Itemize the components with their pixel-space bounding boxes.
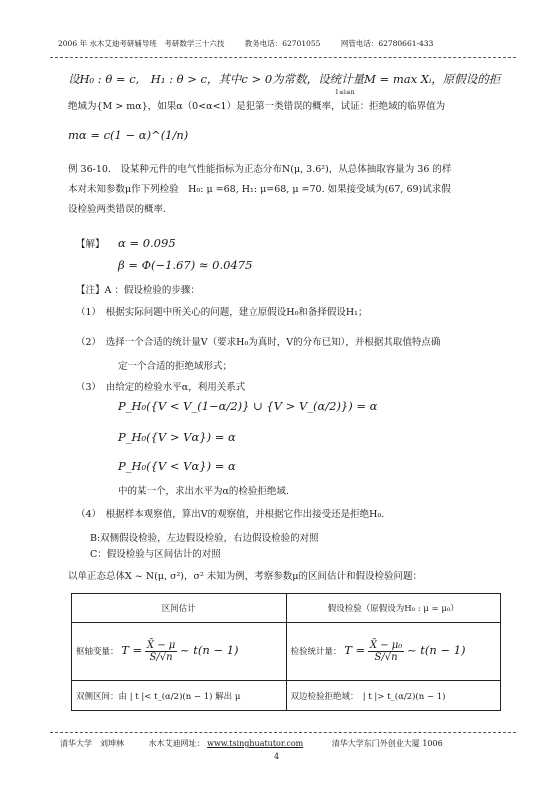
- solution-beta: β = Φ(−1.67) ≈ 0.0475: [118, 258, 253, 272]
- page-number: 4: [274, 752, 280, 761]
- header-net-phone: 网管电话：62780661-433: [340, 39, 434, 48]
- comparison-table: [71, 593, 501, 711]
- header-phone: 教务电话：62701055: [244, 39, 321, 48]
- test-stat-fraction: [368, 640, 404, 663]
- test-stat-denominator: S/√n: [374, 652, 398, 663]
- table-header-row: [72, 594, 501, 623]
- step-4: （4） 根据样本观察值，算出V的观察值，并根据它作出接受还是拒绝H₀.: [76, 509, 385, 520]
- step-3-cont: 中的某一个，求出水平为α的检验拒绝域.: [118, 486, 289, 497]
- table-row: [72, 623, 501, 681]
- test-stat-cell: [286, 623, 501, 681]
- formula-two-sided: P_H₀({V < V_(1−α/2)} ∪ {V > V_(α/2)}) = α: [118, 399, 378, 413]
- step-2-cont: 定一个合适的拒绝域形式；: [118, 361, 233, 372]
- pivot-distribution: ~ t(n − 1): [179, 643, 239, 657]
- footer-url-link[interactable]: www.tsinghuatutor.com: [207, 739, 304, 748]
- comparison-intro: 以单正态总体X ~ N(μ, σ²)，σ² 未知为例，考察参数μ的区间估计和假设检验问题：: [68, 571, 422, 582]
- footer-address: 清华大学东门外创业大厦 1006: [331, 739, 443, 748]
- note-c: C：假设检验与区间估计的对照: [90, 549, 221, 560]
- test-stat-label: 检验统计量：: [290, 647, 342, 657]
- page-header: [58, 38, 520, 49]
- table-header-interval: 区间估计: [72, 594, 287, 623]
- formula-left-sided: P_H₀({V < Vα}) = α: [118, 459, 236, 473]
- footer-site-label: 水木艾迪网址：: [148, 739, 205, 748]
- test-stat-distribution: ~ t(n − 1): [406, 643, 466, 657]
- interval-cell: 双侧区间：由 | t |< t_(α/2)(n − 1) 解出 μ: [72, 681, 287, 711]
- step-3: （3） 由给定的检验水平α，利用关系式: [76, 382, 246, 393]
- table-row: [72, 681, 501, 711]
- critical-value-formula: mα = c(1 − α)^(1/n): [68, 128, 189, 142]
- table-header-test: 假设检验（原假设为H₀ : μ = μ₀）: [286, 594, 501, 623]
- rejection-cell: 双边检验拒绝域： | t |> t_(α/2)(n − 1): [286, 681, 501, 711]
- header-title: 2006 年 水木艾迪考研辅导班 考研数学三十六技: [58, 39, 225, 48]
- note-heading: 【注】A ：假设检验的步骤：: [76, 285, 200, 296]
- pivot-label: 枢轴变量：: [76, 647, 119, 657]
- footer-rule: [50, 732, 516, 733]
- page-footer: [60, 738, 530, 749]
- pivot-T: T =: [121, 643, 143, 657]
- example-line-1: 例 36-10. 设某种元件的电气性能指标为正态分布N(μ, 3.6²)，从总体抽取容量为 36 的样: [68, 164, 452, 175]
- problem-line-1: 设H₀ : θ = c, H₁ : θ > c，其中c > 0为常数，设统计量M = max Xᵢ，原假设的拒: [68, 72, 501, 86]
- header-rule: [50, 57, 516, 58]
- example-line-3: 设检验两类错误的概率.: [68, 204, 167, 215]
- problem-line-2: 绝域为{M > mα}，如果α（0<α<1）是犯第一类错误的概率，试证：拒绝域的临界值为: [68, 101, 446, 112]
- test-stat-numerator: X̄ − μ₀: [369, 640, 403, 651]
- max-subscript: 1≤i≤n: [335, 89, 355, 96]
- pivot-cell: [72, 623, 287, 681]
- solution-label: 【解】: [76, 239, 105, 250]
- test-stat-T: T =: [344, 643, 366, 657]
- example-line-2: 本对未知参数μ作下列检验 H₀: μ =68, H₁: μ=68, μ =70. 如果接受域为(67, 69)试求假: [68, 184, 451, 195]
- footer-author: 清华大学 刘坤林: [60, 739, 124, 748]
- formula-right-sided: P_H₀({V > Vα}) = α: [118, 430, 236, 444]
- step-1: （1） 根据实际问题中所关心的问题，建立原假设H₀和备择假设H₁；: [76, 307, 368, 318]
- step-2: （2） 选择一个合适的统计量V（要求H₀为真时，V的分布已知），并根据其取值特点确: [76, 337, 441, 348]
- note-b: B:双侧假设检验，左边假设检验，右边假设检验的对照: [90, 533, 319, 544]
- pivot-fraction: [145, 640, 177, 663]
- pivot-numerator: X̄ − μ: [146, 640, 176, 651]
- pivot-denominator: S/√n: [149, 652, 173, 663]
- solution-alpha: α = 0.095: [118, 236, 176, 250]
